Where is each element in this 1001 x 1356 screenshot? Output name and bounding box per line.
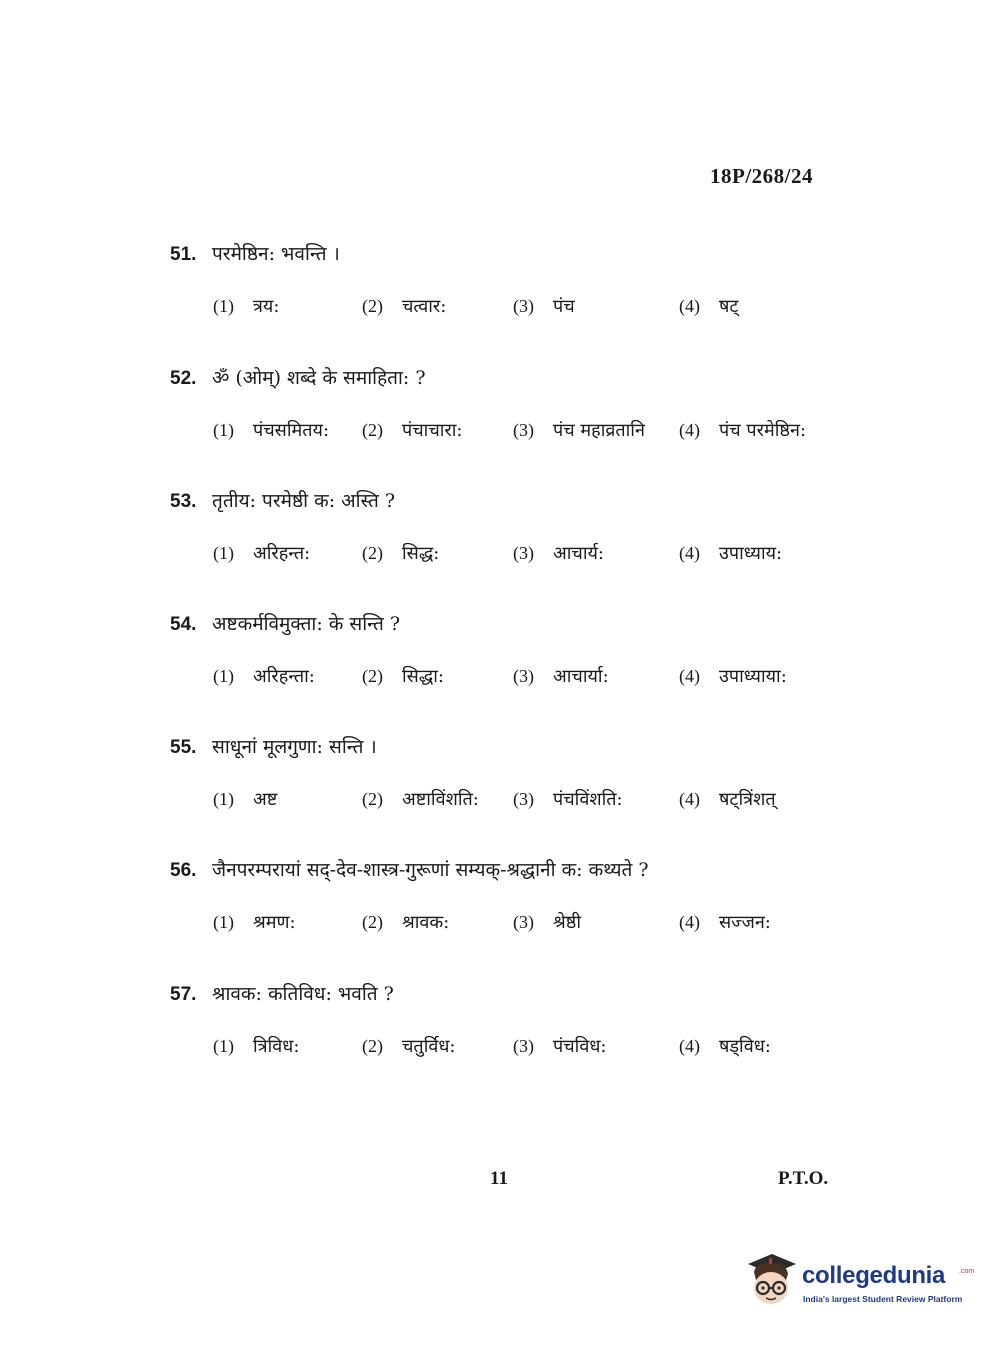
option-1 <box>213 787 277 811</box>
option-4 <box>679 1034 771 1058</box>
option-text: पंच <box>553 296 575 317</box>
option-4 <box>679 294 738 318</box>
option-2 <box>362 418 463 442</box>
option-text: पंचविध: <box>553 1036 607 1057</box>
option-text: त्रय: <box>253 296 280 317</box>
option-2 <box>362 910 449 934</box>
option-text: उपाध्याय: <box>719 543 783 564</box>
option-number: (2) <box>362 296 383 316</box>
option-text: पंच महाव्रतानि <box>553 420 645 441</box>
option-number: (1) <box>213 789 234 809</box>
question-52 <box>170 364 870 448</box>
option-2 <box>362 294 446 318</box>
option-text: पंचविंशति: <box>553 789 623 810</box>
option-number: (3) <box>513 1036 534 1056</box>
option-3 <box>513 910 581 934</box>
logo-brand-text: collegedunia <box>802 1262 946 1289</box>
option-3 <box>513 294 575 318</box>
question-number: 56. <box>170 860 197 881</box>
option-number: (3) <box>513 912 534 932</box>
options-row <box>170 787 870 817</box>
option-text: चत्वार: <box>402 296 447 317</box>
question-55 <box>170 733 870 817</box>
option-3 <box>513 541 604 565</box>
option-number: (2) <box>362 912 383 932</box>
option-text: त्रिविध: <box>253 1036 300 1057</box>
options-row <box>170 1034 870 1064</box>
option-number: (1) <box>213 543 234 563</box>
option-number: (2) <box>362 420 383 440</box>
option-number: (2) <box>362 789 383 809</box>
logo-tagline: India's largest Student Review Platform <box>803 1294 963 1304</box>
question-number: 54. <box>170 614 197 635</box>
option-text: आचार्य: <box>553 543 604 564</box>
option-text: श्रावक: <box>402 912 450 933</box>
question-text: श्रावक: कतिविध: भवति ? <box>212 983 394 1005</box>
option-text: षट् <box>719 296 739 317</box>
option-text: अष्टाविंशति: <box>402 789 479 810</box>
option-1 <box>213 664 315 688</box>
options-row <box>170 910 870 940</box>
option-1 <box>213 294 279 318</box>
option-3 <box>513 1034 606 1058</box>
option-text: पंचाचारा: <box>402 420 463 441</box>
option-number: (4) <box>679 543 700 563</box>
option-2 <box>362 787 479 811</box>
option-number: (1) <box>213 420 234 440</box>
option-text: आचार्या: <box>553 666 609 687</box>
page-number: 11 <box>490 1168 508 1189</box>
option-number: (3) <box>513 666 534 686</box>
option-number: (1) <box>213 296 234 316</box>
options-row <box>170 541 870 571</box>
question-53 <box>170 487 870 571</box>
option-3 <box>513 664 609 688</box>
option-text: श्रेष्ठी <box>553 912 582 933</box>
option-number: (3) <box>513 789 534 809</box>
question-51 <box>170 240 870 324</box>
option-number: (1) <box>213 912 234 932</box>
option-text: सिद्धा: <box>402 666 444 687</box>
student-mascot-icon <box>742 1250 800 1308</box>
option-text: षड्विध: <box>719 1036 771 1057</box>
option-text: अष्ट <box>253 789 278 810</box>
options-row <box>170 418 870 448</box>
option-3 <box>513 787 623 811</box>
question-text: तृतीय: परमेष्ठी क: अस्ति ? <box>212 490 396 512</box>
question-number: 53. <box>170 491 197 512</box>
option-number: (2) <box>362 1036 383 1056</box>
collegedunia-logo <box>742 1250 975 1312</box>
option-number: (4) <box>679 296 700 316</box>
option-number: (4) <box>679 666 700 686</box>
question-text: जैनपरम्परायां सद्-देव-शास्त्र-गुरूणां सम्यक्-श्रद्धानी क: कथ्यते ? <box>212 859 649 881</box>
pto-label: P.T.O. <box>778 1168 829 1189</box>
question-text: ॐ (ओम्) शब्दे के समाहिता: ? <box>212 367 426 389</box>
option-text: सज्जन: <box>719 912 771 933</box>
option-text: श्रमण: <box>253 912 296 933</box>
logo-domain-suffix: .com <box>959 1268 975 1275</box>
option-1 <box>213 541 310 565</box>
option-4 <box>679 418 806 442</box>
option-text: पंचसमितय: <box>253 420 330 441</box>
option-4 <box>679 787 776 811</box>
question-text: अष्टकर्मविमुक्ता: के सन्ति ? <box>212 613 401 635</box>
option-text: सिद्ध: <box>402 543 440 564</box>
option-number: (2) <box>362 666 383 686</box>
option-4 <box>679 910 771 934</box>
option-text: पंच परमेष्ठिन: <box>719 420 807 441</box>
option-number: (4) <box>679 1036 700 1056</box>
question-number: 51. <box>170 244 197 265</box>
option-number: (3) <box>513 296 534 316</box>
option-number: (1) <box>213 1036 234 1056</box>
option-2 <box>362 541 439 565</box>
question-number: 57. <box>170 984 197 1005</box>
question-54 <box>170 610 870 694</box>
question-text: परमेष्ठिन: भवन्ति । <box>212 243 340 265</box>
option-2 <box>362 1034 456 1058</box>
option-4 <box>679 664 787 688</box>
option-text: उपाध्याया: <box>719 666 787 687</box>
paper-code: 18P/268/24 <box>710 164 813 188</box>
option-number: (3) <box>513 543 534 563</box>
option-text: अरिहन्ता: <box>253 666 315 687</box>
option-2 <box>362 664 444 688</box>
option-1 <box>213 910 296 934</box>
question-57 <box>170 980 870 1064</box>
option-text: षट्त्रिंशत् <box>719 789 776 810</box>
options-row <box>170 294 870 324</box>
question-number: 52. <box>170 368 197 389</box>
option-number: (4) <box>679 789 700 809</box>
question-number: 55. <box>170 737 197 758</box>
option-text: अरिहन्त: <box>253 543 311 564</box>
option-number: (4) <box>679 420 700 440</box>
option-number: (4) <box>679 912 700 932</box>
option-1 <box>213 1034 299 1058</box>
option-3 <box>513 418 645 442</box>
option-number: (2) <box>362 543 383 563</box>
question-text: साधूनां मूलगुणा: सन्ति । <box>212 736 377 758</box>
option-number: (1) <box>213 666 234 686</box>
option-text: चतुर्विध: <box>402 1036 456 1057</box>
option-4 <box>679 541 782 565</box>
question-56 <box>170 856 870 940</box>
options-row <box>170 664 870 694</box>
option-1 <box>213 418 329 442</box>
option-number: (3) <box>513 420 534 440</box>
